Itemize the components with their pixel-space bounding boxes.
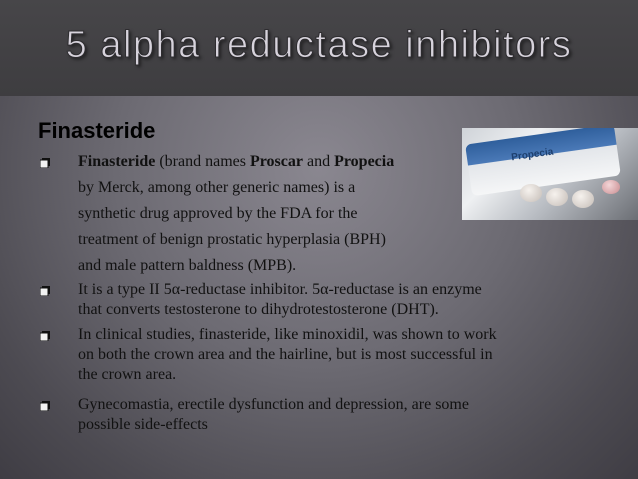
bullet-clinical-studies [78, 325, 608, 385]
section-heading: Finasteride [38, 118, 156, 143]
text-fragment: and [302, 153, 335, 170]
bullet2-line1: It is a type II 5α-reductase inhibitor. 5α-reductase is an enzyme [78, 281, 482, 298]
bullet-finasteride-intro [78, 152, 468, 276]
bullet2-line2: that converts testosterone to dihydrotestosterone (DHT). [78, 301, 439, 318]
drug-box [465, 128, 621, 196]
bullet-mechanism [78, 280, 598, 320]
bullet1-line4: treatment of benign prostatic hyperplasia (BPH) [78, 231, 386, 248]
bullet1-line3: synthetic drug approved by the FDA for the [78, 205, 358, 222]
drug-name: Finasteride [78, 153, 156, 170]
brand-propecia: Propecia [334, 153, 395, 170]
checkbox-bullet-icon [40, 286, 50, 296]
pill [572, 190, 594, 208]
drug-box-label: Propecia [510, 146, 555, 164]
checkbox-bullet-icon [40, 331, 50, 341]
drug-package-photo [462, 128, 638, 220]
pill [602, 180, 620, 194]
bullet3-line3: the crown area. [78, 366, 177, 383]
text-fragment: (brand names [155, 153, 250, 170]
bullet4-line1: Gynecomastia, erectile dysfunction and depression, are some [78, 396, 469, 413]
pill [520, 184, 542, 202]
bullet1-line1 [78, 152, 468, 172]
bullet1-line2: by Merck, among other generic names) is a [78, 179, 356, 196]
bullet3-line1: In clinical studies, finasteride, like minoxidil, was shown to work [78, 326, 497, 343]
bullet1-line5: and male pattern baldness (MPB). [78, 257, 297, 274]
slide-title: 5 alpha reductase inhibitors [65, 24, 573, 66]
bullet3-line2: on both the crown area and the hairline, but is most successful in [78, 346, 493, 363]
bullet4-line2: possible side-effects [78, 416, 208, 433]
brand-proscar: Proscar [249, 153, 303, 170]
pill [546, 188, 568, 206]
checkbox-bullet-icon [40, 401, 50, 411]
checkbox-bullet-icon [40, 158, 50, 168]
bullet-side-effects [78, 395, 598, 435]
